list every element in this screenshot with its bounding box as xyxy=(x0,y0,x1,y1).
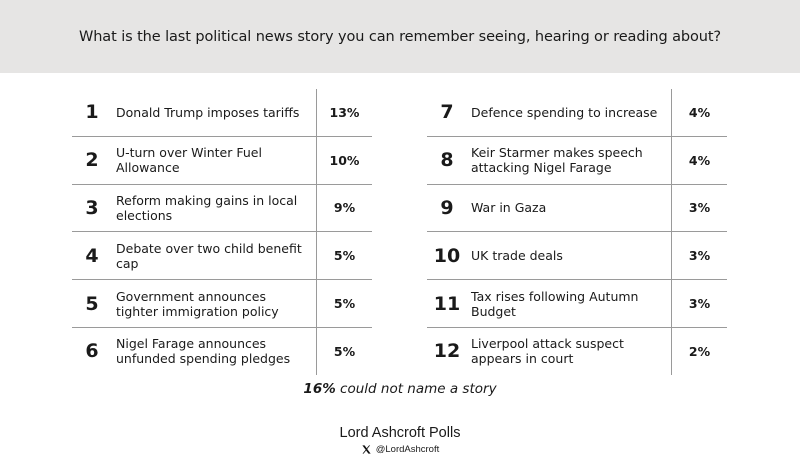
table-row xyxy=(427,185,727,233)
footer-social xyxy=(0,444,800,455)
table-row xyxy=(427,89,727,137)
story-label: UK trade deals xyxy=(471,248,563,264)
table-row xyxy=(427,232,727,280)
percent-value: 2% xyxy=(671,328,727,375)
rank-number: 9 xyxy=(440,196,454,219)
percent-value: 9% xyxy=(316,185,372,232)
rank-number: 1 xyxy=(85,101,99,124)
rank-number: 4 xyxy=(85,244,99,267)
percent-value: 3% xyxy=(671,280,727,327)
question-text: What is the last political news story you can remember seeing, hearing or reading about? xyxy=(78,28,722,45)
no-story-note xyxy=(0,381,800,397)
footer-handle-text: @LordAshcroft xyxy=(375,444,440,455)
story-label: Debate over two child benefit cap xyxy=(116,240,302,271)
story-label: Defence spending to increase xyxy=(471,104,658,120)
story-label: Reform making gains in local elections xyxy=(116,192,298,223)
percent-value: 3% xyxy=(671,232,727,279)
story-label: Keir Starmer makes speech attacking Nigel Farage xyxy=(471,145,643,176)
rank-number: 2 xyxy=(85,149,99,172)
rank-number: 10 xyxy=(433,244,461,267)
percent-value: 13% xyxy=(316,89,372,136)
x-logo-icon xyxy=(361,444,372,455)
percent-value: 4% xyxy=(671,137,727,184)
rank-number: 6 xyxy=(85,340,99,363)
rank-number: 11 xyxy=(433,292,461,315)
story-label: Tax rises following Autumn Budget xyxy=(471,288,639,319)
percent-value: 4% xyxy=(671,89,727,136)
table-row xyxy=(427,280,727,328)
ranking-table-right xyxy=(427,89,727,375)
story-label: Government announces tighter immigration policy xyxy=(116,288,279,319)
story-label: War in Gaza xyxy=(471,200,547,216)
percent-value: 3% xyxy=(671,185,727,232)
percent-value: 5% xyxy=(316,232,372,279)
percent-value: 5% xyxy=(316,328,372,375)
rank-number: 3 xyxy=(85,196,99,219)
percent-value: 5% xyxy=(316,280,372,327)
table-row xyxy=(72,137,372,185)
percent-value: 10% xyxy=(316,137,372,184)
rank-number: 5 xyxy=(85,292,99,315)
table-row xyxy=(72,328,372,375)
table-row xyxy=(72,89,372,137)
footer-brand: Lord Ashcroft Polls xyxy=(339,425,461,441)
story-label: Nigel Farage announces unfunded spending pledges xyxy=(116,336,291,367)
rank-number: 12 xyxy=(433,340,461,363)
table-row xyxy=(427,137,727,185)
no-story-text: could not name a story xyxy=(335,381,497,397)
table-row xyxy=(72,232,372,280)
table-row xyxy=(427,328,727,375)
story-label: Donald Trump imposes tariffs xyxy=(116,104,300,120)
rank-number: 7 xyxy=(440,101,454,124)
rank-number: 8 xyxy=(440,149,454,172)
question-header xyxy=(0,0,800,73)
table-row xyxy=(72,280,372,328)
table-row xyxy=(72,185,372,233)
no-story-percent: 16% xyxy=(303,381,336,397)
ranking-table-left xyxy=(72,89,372,375)
story-label: U-turn over Winter Fuel Allowance xyxy=(116,145,262,176)
story-label: Liverpool attack suspect appears in court xyxy=(471,336,624,367)
